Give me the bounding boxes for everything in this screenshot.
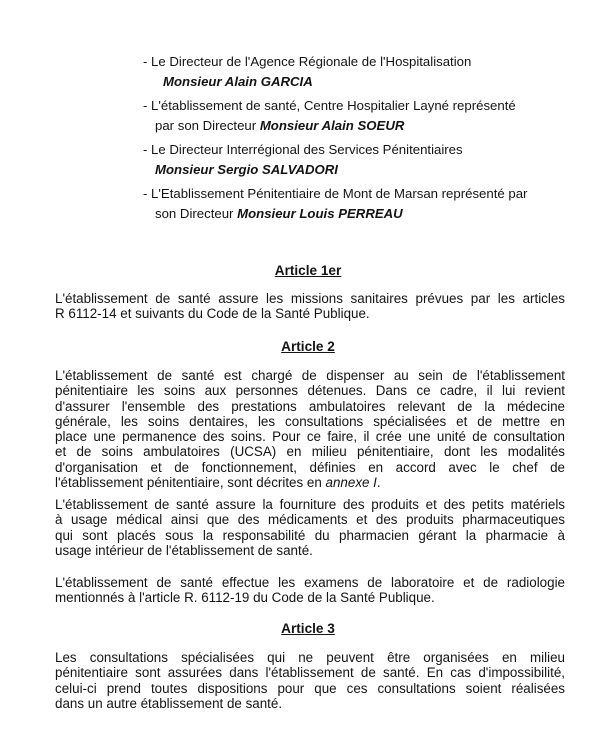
party-arh-director [143, 52, 471, 92]
article-2-paragraph-2: L'établissement de santé assure la fourniture des produits et des petits matériels à usage médical ainsi que des médicaments et des produits pharmaceutiques qui sont placés sous la responsabilité du pharmacien gérant la pharmacie à usage intérieur de l'établissement de santé. [55, 497, 565, 558]
article-3-paragraph: Les consultations spécialisées qui ne peuvent être organisées en milieu pénitentiaire sont assurées dans l'établissement de santé. En cas d'impossibilité, celui-ci prend toutes dispositions pour que ces consultations soient réalisées dans un autre établissement de santé. [55, 650, 565, 711]
party-name-line [143, 160, 463, 180]
article-1-title: Article 1er [274, 263, 342, 278]
article-2-paragraph-3: L'établissement de santé effectue les examens de laboratoire et de radiologie mentionnés à l'article R. 6112-19 du Code de la Santé Publique. [55, 575, 565, 606]
party-name: Monsieur Sergio SALVADORI [155, 162, 338, 177]
party-name: Monsieur Alain SOEUR [259, 118, 405, 133]
annex-reference: annexe I [325, 475, 377, 491]
party-name: Monsieur Alain GARCIA [163, 74, 313, 89]
party-line: - L'Etablissement Pénitentiaire de Mont de Marsan représenté par [143, 186, 528, 201]
article-1-paragraph: L'établissement de santé assure les missions sanitaires prévues par les articles R 6112-14 et suivants du Code de la Santé Publique. [55, 291, 565, 322]
party-name: Monsieur Louis PERREAU [237, 206, 403, 221]
party-hospital [143, 96, 516, 136]
article-2-title: Article 2 [281, 339, 335, 354]
party-line: - L'établissement de santé, Centre Hospitalier Layné représenté [143, 98, 516, 113]
party-name-line: par son Directeur Monsieur Alain SOEUR [155, 118, 405, 133]
party-name-line [143, 72, 471, 92]
party-line: - Le Directeur de l'Agence Régionale de l'Hospitalisation [143, 54, 472, 69]
party-name-line: son Directeur Monsieur Louis PERREAU [155, 206, 403, 221]
article-3-title: Article 3 [281, 621, 335, 636]
party-penitentiary-director [143, 140, 463, 180]
party-penitentiary-establishment [143, 184, 527, 224]
article-2-paragraph-1: L'établissement de santé est chargé de dispenser au sein de l'établissement pénitentiaire les soins aux personnes détenues. Dans ce cadre, il lui revient d'assurer l'ensemble des prestations ambulatoires relevant de la médecine générale, les soins dentaires, les consultations spécialisées et de mettre en place une permanence des soins. Pour ce faire, il crée une unité de consultation et de soins ambulatoires (UCSA) en milieu pénitentiaire, dont les modalités d'organisation et de fonctionnement, définies en accord avec le chef de l'établissement pénitentiaire, sont décrites en annexe I. [55, 368, 565, 491]
party-line: - Le Directeur Interrégional des Services Pénitentiaires [143, 142, 463, 157]
